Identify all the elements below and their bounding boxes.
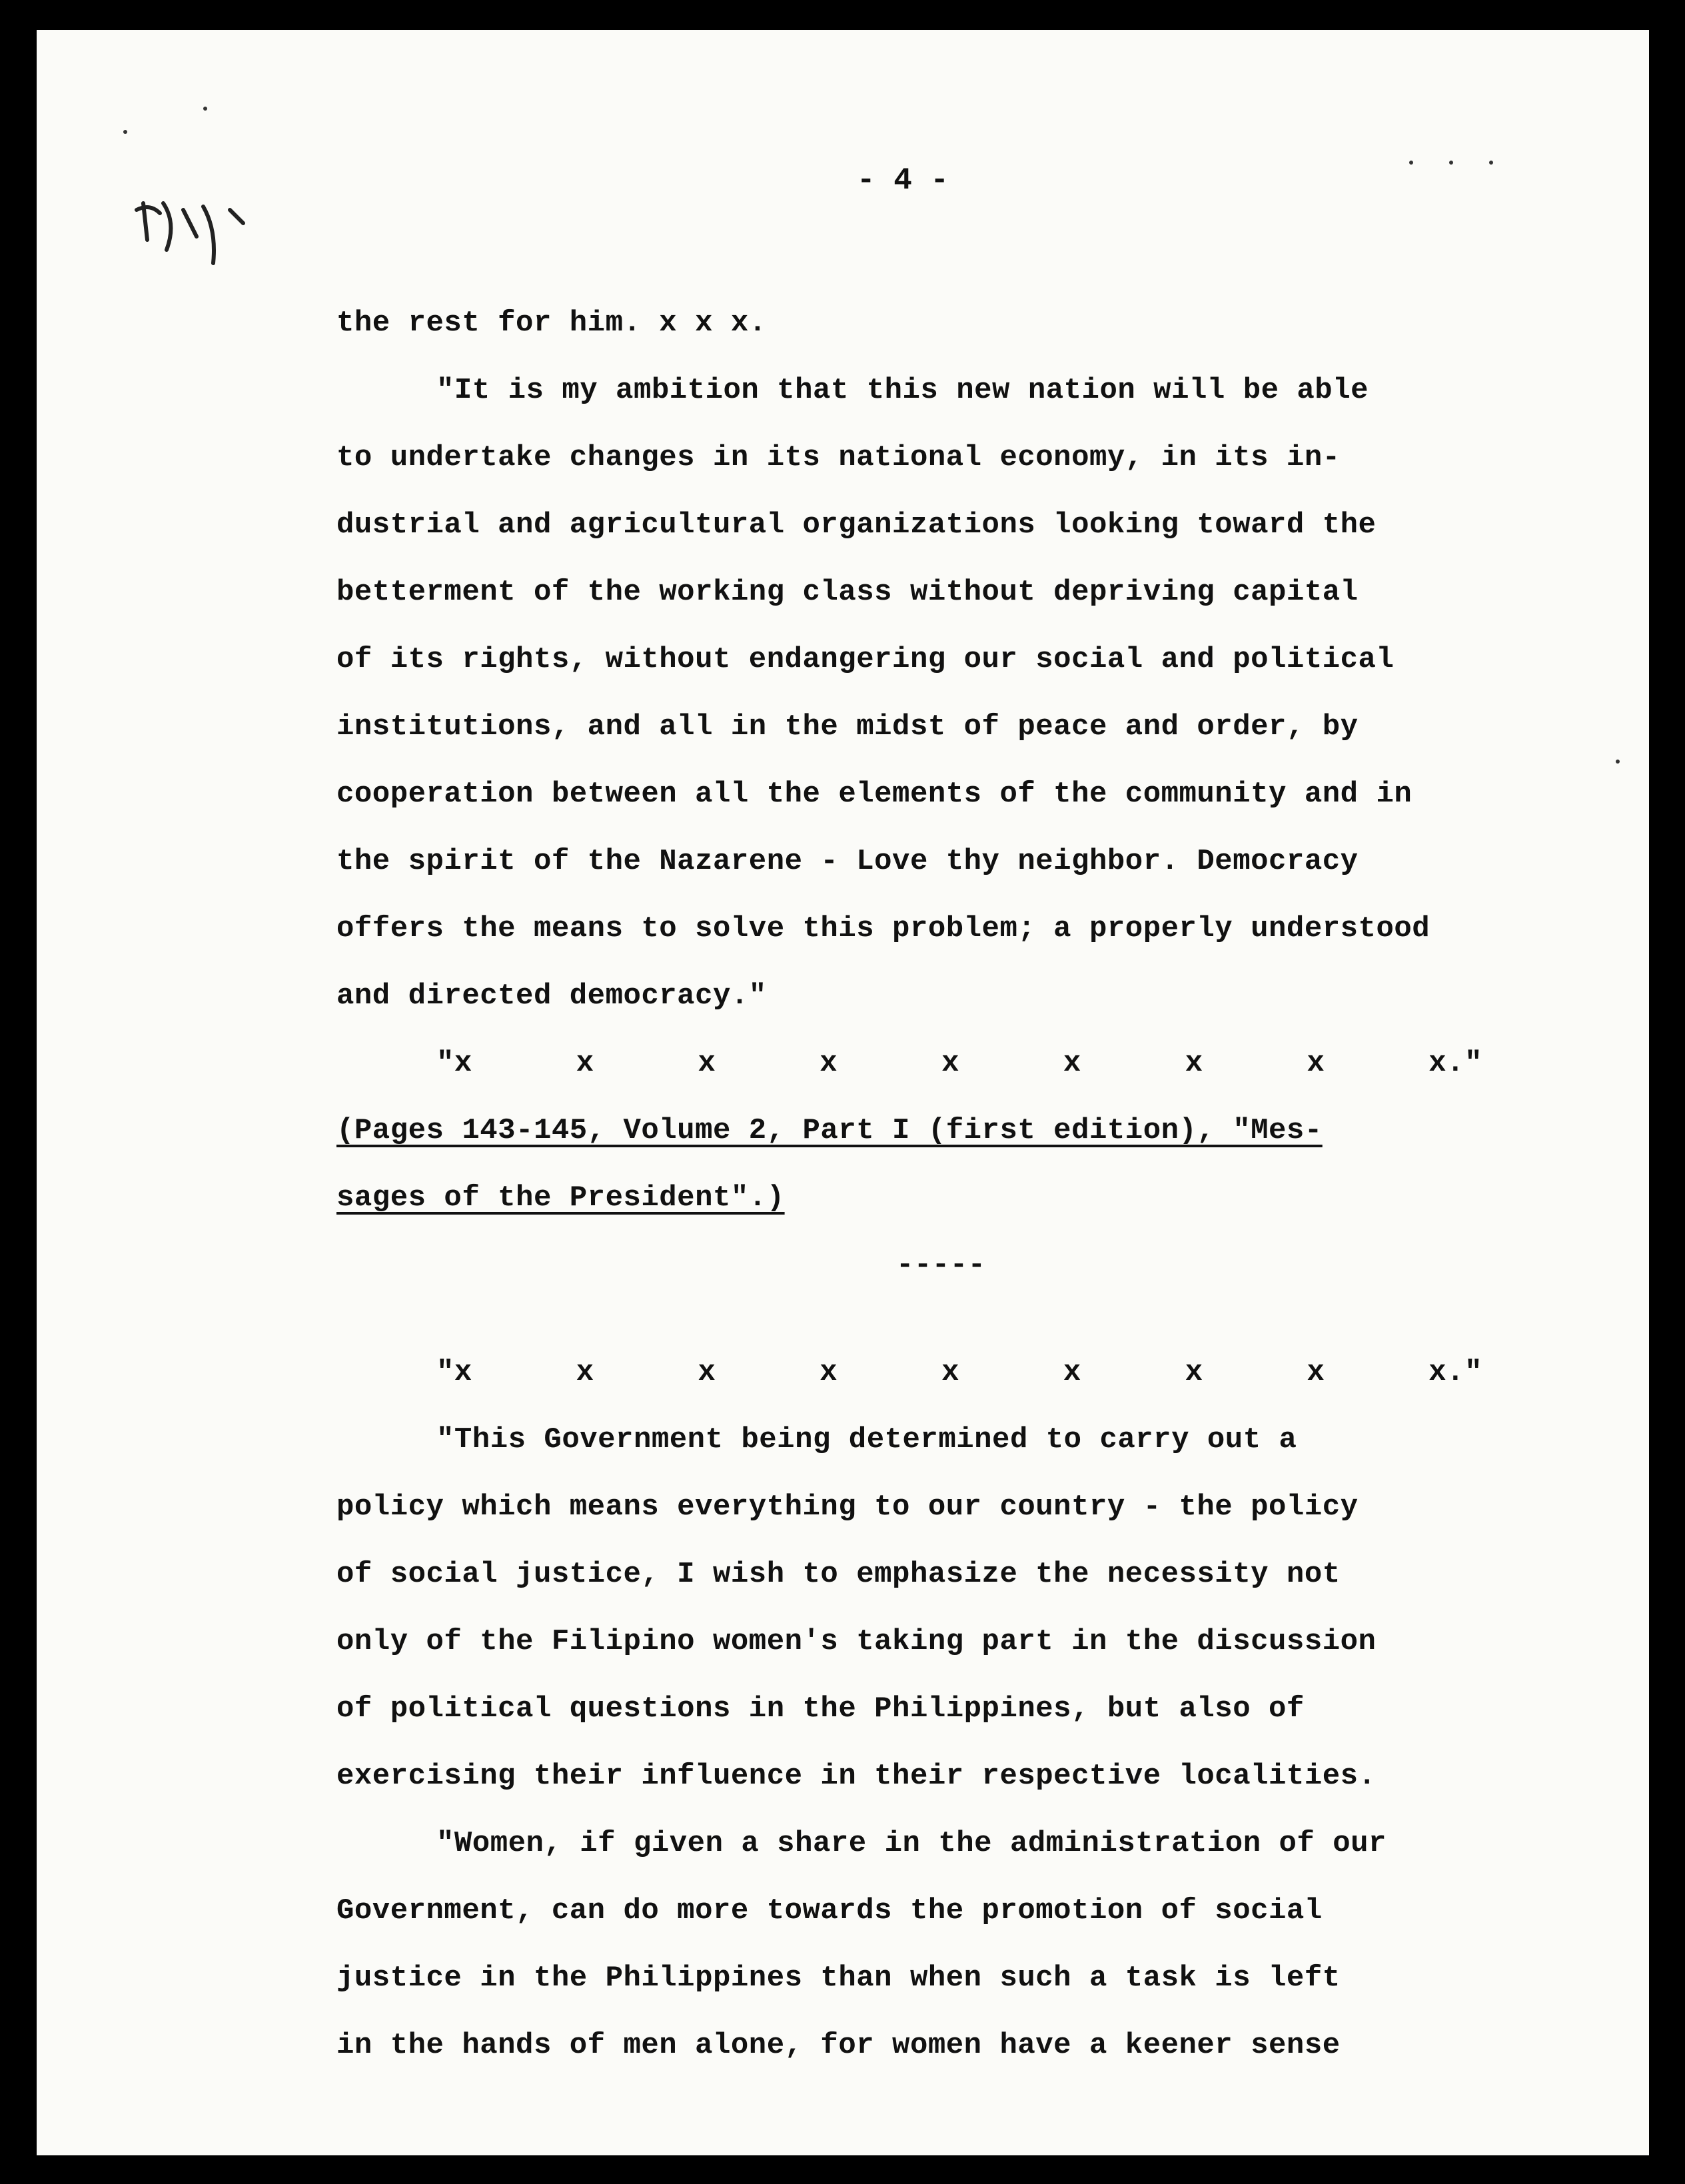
section-separator: ----- [896,1249,986,1282]
ellipsis-mark: x [1185,1047,1203,1080]
text-line: of social justice, I wish to emphasize the necessity not [336,1558,1341,1591]
ellipsis-mark: x [941,1047,959,1080]
ellipsis-mark: x [698,1047,716,1080]
text-line: of political questions in the Philippines, but also of [336,1692,1305,1726]
ellipsis-mark: x [698,1356,716,1389]
text-line: exercising their influence in their respective localities. [336,1760,1377,1793]
paper-speck [1449,161,1453,165]
body-text [336,290,1616,2079]
citation-line: sages of the President".) [336,1181,785,1215]
ellipsis-row [336,1339,1482,1406]
text-line: policy which means everything to our country - the policy [336,1490,1359,1524]
page-number: - 4 - [856,163,949,198]
ellipsis-mark: "x [436,1047,472,1080]
citation-line: (Pages 143-145, Volume 2, Part I (first edition), "Mes- [336,1114,1323,1147]
text-line: and directed democracy." [336,979,767,1013]
text-line: only of the Filipino women's taking part in the discussion [336,1625,1377,1658]
paper-speck [1616,760,1620,764]
ellipsis-mark: x [1063,1047,1081,1080]
ellipsis-mark: x [1307,1356,1325,1389]
text-line: justice in the Philippines than when such a task is left [336,1961,1341,1995]
text-line: "It is my ambition that this new nation will be able [436,374,1369,407]
ellipsis-mark: "x [436,1356,472,1389]
text-line: "This Government being determined to carry out a [436,1423,1297,1456]
text-line: offers the means to solve this problem; a properly understood [336,912,1430,945]
text-line: "Women, if given a share in the administration of our [436,1827,1387,1860]
ellipsis-mark: x [820,1047,838,1080]
text-line: cooperation between all the elements of the community and in [336,778,1412,811]
paper-speck [123,130,127,134]
ellipsis-mark: x [576,1356,594,1389]
paper-speck [1489,161,1493,165]
ellipsis-mark: x." [1428,1047,1482,1080]
text-line: of its rights, without endangering our social and political [336,643,1395,676]
text-line: the rest for him. x x x. [336,306,767,340]
handwritten-mark [103,183,277,283]
text-line: in the hands of men alone, for women have a keener sense [336,2029,1341,2062]
paper-speck [1409,161,1413,165]
text-line: dustrial and agricultural organizations looking toward the [336,508,1377,542]
text-line: Government, can do more towards the promotion of social [336,1894,1323,1927]
ellipsis-mark: x [1307,1047,1325,1080]
ellipsis-row [336,1030,1482,1097]
ellipsis-mark: x [1185,1356,1203,1389]
text-line: betterment of the working class without depriving capital [336,576,1359,609]
ellipsis-mark: x [1063,1356,1081,1389]
paper-speck [203,107,207,111]
document-page [37,30,1649,2155]
text-line: the spirit of the Nazarene - Love thy neighbor. Democracy [336,845,1359,878]
text-line: institutions, and all in the midst of peace and order, by [336,710,1359,744]
spacer [336,1299,1616,1339]
text-line: to undertake changes in its national economy, in its in- [336,441,1341,474]
ellipsis-mark: x." [1428,1356,1482,1389]
ellipsis-mark: x [820,1356,838,1389]
ellipsis-mark: x [941,1356,959,1389]
ellipsis-mark: x [576,1047,594,1080]
